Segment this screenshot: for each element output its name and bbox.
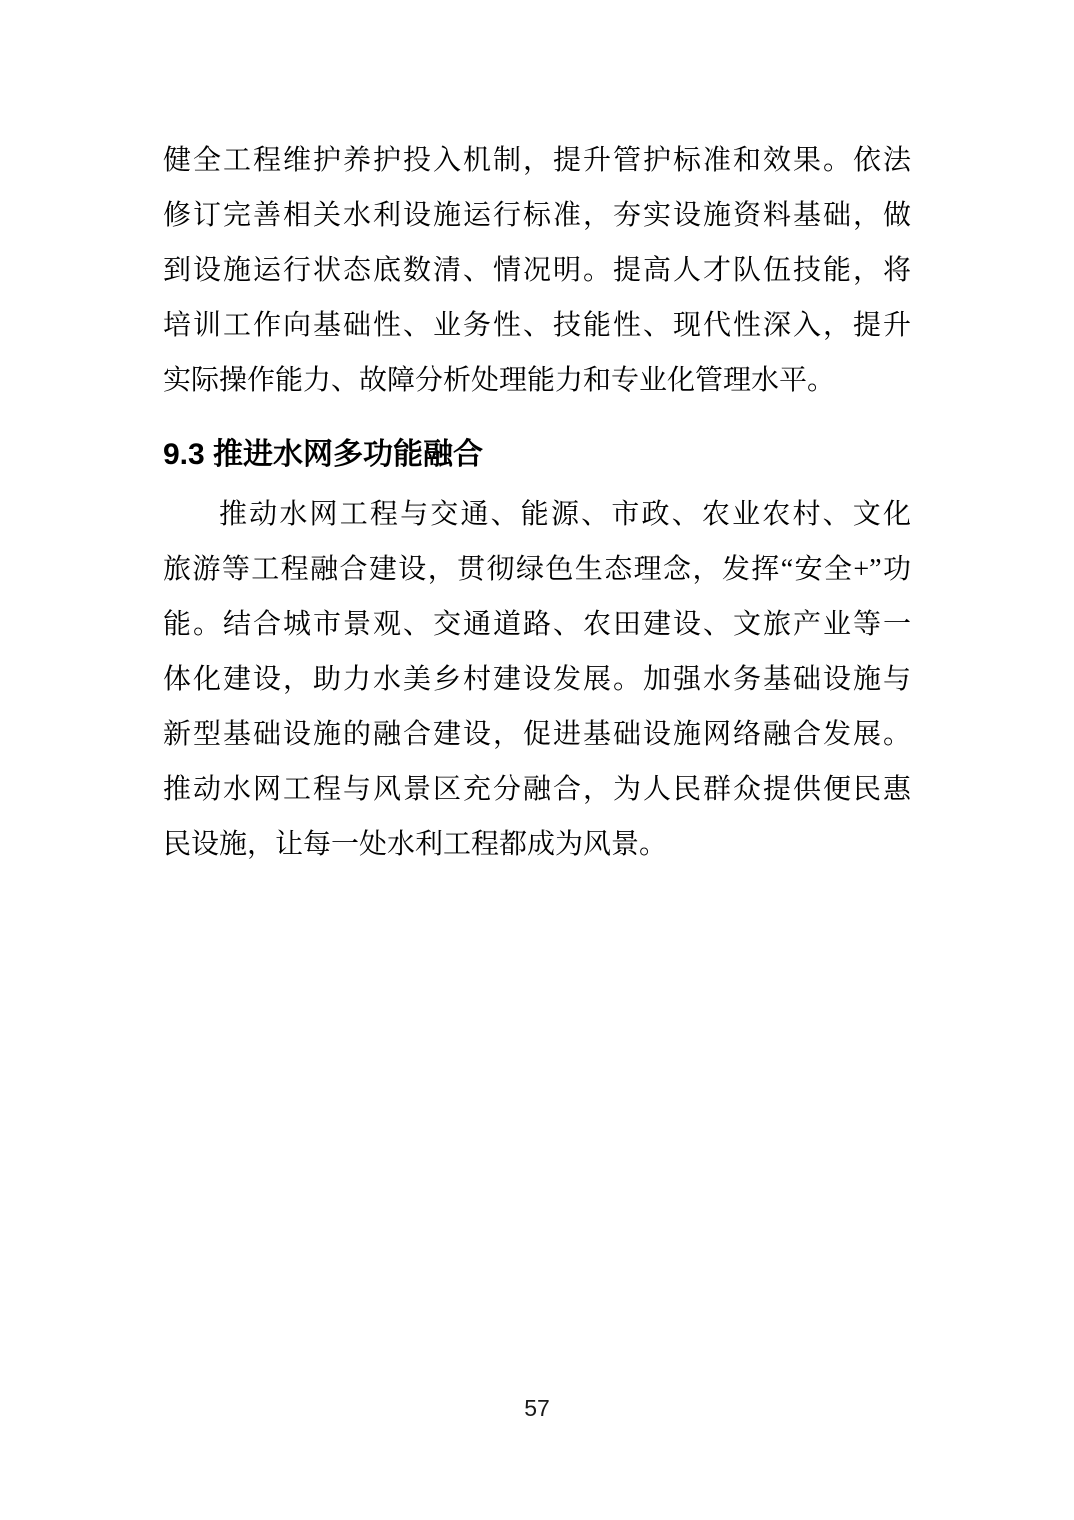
body-text-line: 推动水网工程与风景区充分融合，为人民群众提供便民惠 (163, 774, 911, 805)
body-text-line: 旅游等工程融合建设，贯彻绿色生态理念，发挥“安全+”功 (163, 554, 911, 585)
body-text-line: 新型基础设施的融合建设，促进基础设施网络融合发展。 (163, 719, 911, 750)
paragraph-multifunction-fusion (163, 487, 911, 872)
body-text-line: 能。结合城市景观、交通道路、农田建设、文旅产业等一 (163, 609, 911, 640)
body-text-line: 健全工程维护养护投入机制，提升管护标准和效果。依法 (163, 145, 911, 176)
body-text-line: 到设施运行状态底数清、情况明。提高人才队伍技能，将 (163, 255, 911, 286)
section-heading-9-3: 9.3 推进水网多功能融合 (163, 438, 484, 471)
body-text-line: 修订完善相关水利设施运行标准，夯实设施资料基础，做 (163, 200, 911, 231)
text-column (163, 133, 911, 872)
page-number: 57 (524, 1395, 550, 1421)
paragraph-maintenance (163, 133, 911, 408)
body-text-line: 培训工作向基础性、业务性、技能性、现代性深入，提升 (163, 310, 911, 341)
body-text-line: 实际操作能力、故障分析处理能力和专业化管理水平。 (163, 365, 836, 396)
body-text-line: 体化建设，助力水美乡村建设发展。加强水务基础设施与 (163, 664, 911, 695)
body-text-line: 民设施，让每一处水利工程都成为风景。 (163, 829, 668, 860)
body-text-line: 推动水网工程与交通、能源、市政、农业农村、文化 (219, 499, 911, 530)
